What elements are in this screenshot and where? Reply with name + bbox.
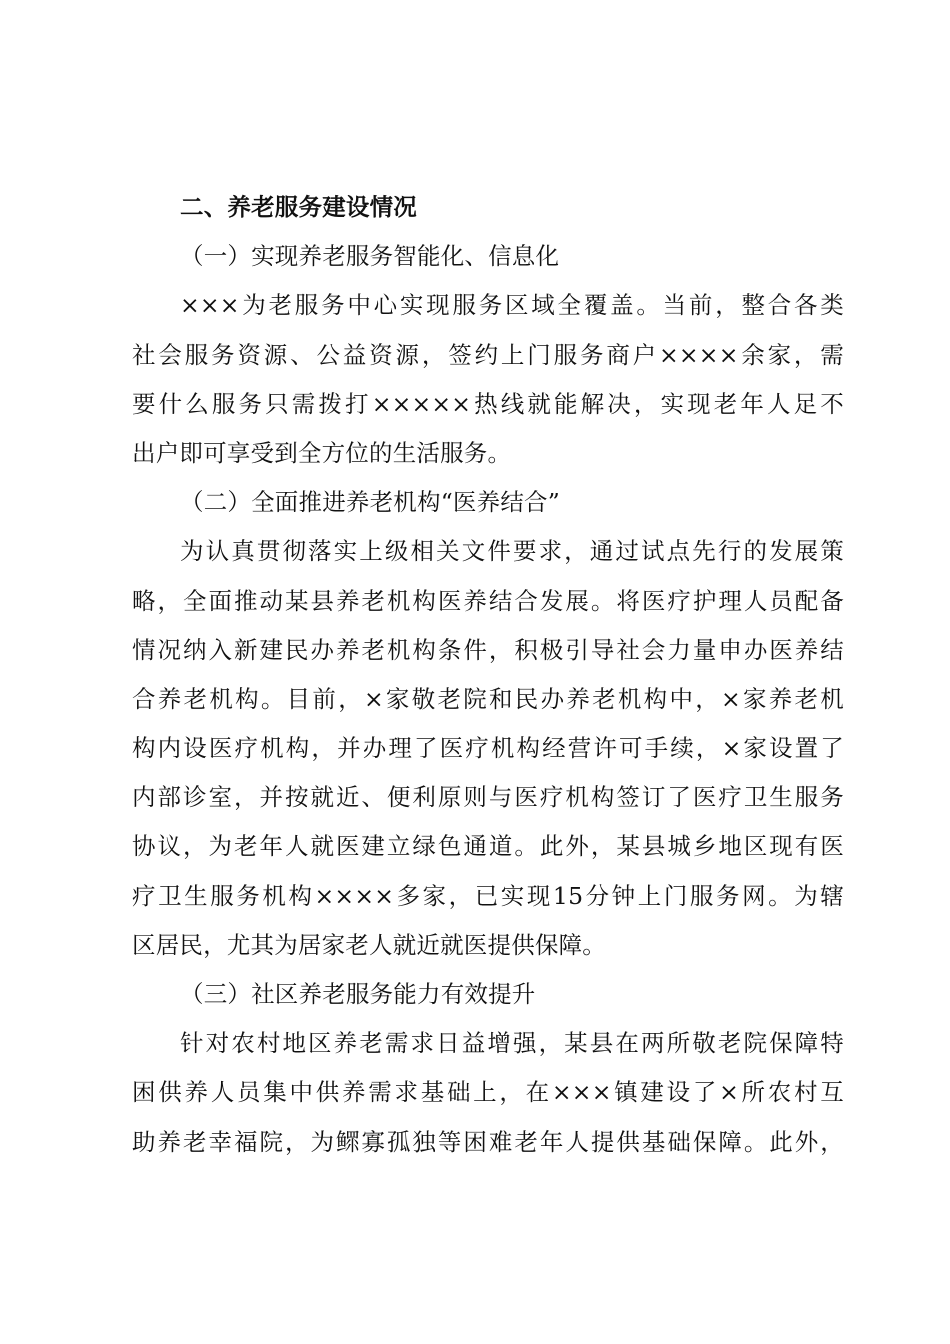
section-heading: 二、养老服务建设情况 <box>180 193 417 221</box>
paragraph-line: 社会服务资源、公益资源，签约上门服务商户××××余家，需 <box>132 340 844 369</box>
subsection-title-2: （二）全面推进养老机构“医养结合” <box>180 488 560 517</box>
paragraph-line: 构内设医疗机构，并办理了医疗机构经营许可手续，×家设置了 <box>132 734 844 763</box>
paragraph-line: 要什么服务只需拨打×××××热线就能解决，实现老年人足不 <box>132 389 844 418</box>
paragraph-line: 出户即可享受到全方位的生活服务。 <box>132 438 512 467</box>
paragraph-line: 助养老幸福院，为鳏寡孤独等困难老年人提供基础保障。此外， <box>132 1127 844 1156</box>
paragraph-line: 为认真贯彻落实上级相关文件要求，通过试点先行的发展策 <box>180 537 844 566</box>
paragraph-line: 协议，为老年人就医建立绿色通道。此外，某县城乡地区现有医 <box>132 832 844 861</box>
paragraph-line: 区居民，尤其为居家老人就近就医提供保障。 <box>132 930 606 959</box>
subsection-title-3: （三）社区养老服务能力有效提升 <box>180 980 536 1008</box>
paragraph-line: 困供养人员集中供养需求基础上，在×××镇建设了×所农村互 <box>132 1078 844 1107</box>
paragraph-line: 合养老机构。目前，×家敬老院和民办养老机构中，×家养老机 <box>132 684 844 713</box>
paragraph-line: 疗卫生服务机构××××多家，已实现15分钟上门服务网。为辖 <box>132 881 844 910</box>
paragraph-line: 略，全面推动某县养老机构医养结合发展。将医疗护理人员配备 <box>132 586 844 615</box>
document-body <box>132 183 844 1167</box>
paragraph-line: 针对农村地区养老需求日益增强，某县在两所敬老院保障特 <box>180 1029 844 1058</box>
paragraph-line: ×××为老服务中心实现服务区域全覆盖。当前，整合各类 <box>180 291 844 320</box>
subsection-title-1: （一）实现养老服务智能化、信息化 <box>180 242 560 271</box>
paragraph-line: 情况纳入新建民办养老机构条件，积极引导社会力量申办医养结 <box>132 635 844 664</box>
paragraph-line: 内部诊室，并按就近、便利原则与医疗机构签订了医疗卫生服务 <box>132 783 844 812</box>
